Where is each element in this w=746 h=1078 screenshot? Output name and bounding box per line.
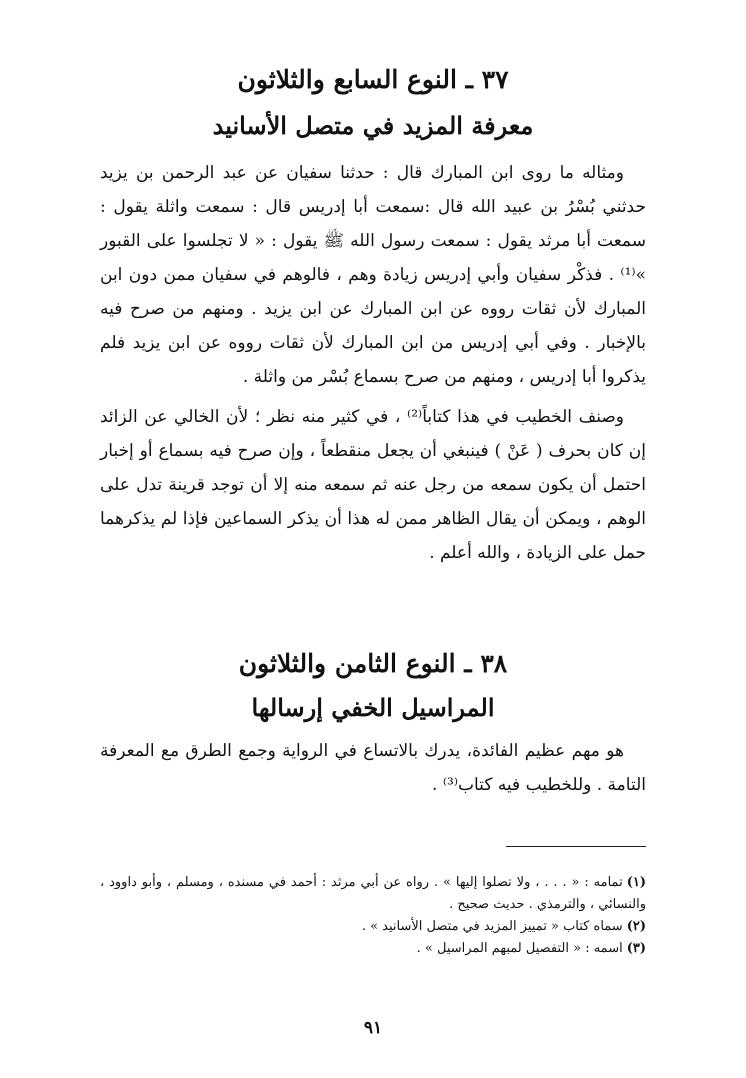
footnote-number: (١) (626, 875, 646, 890)
footnote-text: سماه كتاب « تمييز المزيد في متصل الأسانيد » . (361, 919, 623, 934)
footnote-number: (٣) (626, 941, 646, 956)
footnotes (100, 872, 646, 960)
section-38 (100, 644, 646, 802)
section-37-heading: ٣٧ ـ النوع السابع والثلاثون (237, 65, 509, 94)
footnote-3 (100, 938, 646, 960)
footnote-divider (506, 846, 646, 847)
page-number: ٩١ (363, 1018, 383, 1038)
section-37-body (100, 156, 646, 570)
section-38-heading: ٣٨ ـ النوع الثامن والثلاثون (238, 649, 508, 678)
section-37-paragraph-1: ومثاله ما روى ابن المبارك قال : حدثنا سفيان عن عبد الرحمن بن يزيد حدثني بُسْرُ بن عبيد الله قال :سمعت أبا إدريس قال : سمعت واثلة يقول : سمعت أبا مرثد يقول : سمعت رسول الله ﷺ يقول : « لا تجلسوا على القبور »⁽¹⁾ . فذكْر سفيان وأبي إدريس زيادة وهم ، فالوهم في سفيان ممن دون ابن المبارك لأن ثقات رووه عن ابن المبارك عن ابن يزيد . ومنهم من صرح فيه بالإخبار . وفي أبي إدريس من ابن المبارك لأن ثقات رووه عن ابن يزيد فلم يذكروا أبا إدريس ، ومنهم من صرح بسماع بُسْر من واثلة . (100, 163, 646, 387)
section-38-paragraph: هو مهم عظيم الفائدة، يدرك بالاتساع في الرواية وجمع الطرق مع المعرفة التامة . وللخطيب فيه كتاب⁽³⁾ . (100, 741, 646, 795)
section-37 (100, 60, 646, 570)
section-38-subheading: المراسيل الخفي إرسالها (251, 693, 495, 722)
footnote-2 (100, 916, 646, 938)
section-38-body (100, 734, 646, 802)
footnote-text: اسمه : « التفصيل لمبهم المراسيل » . (416, 941, 623, 956)
footnote-1 (100, 872, 646, 916)
footnote-number: (٢) (626, 919, 646, 934)
section-37-paragraph-2: وصنف الخطيب في هذا كتاباً⁽²⁾ ، في كثير منه نظر ؛ لأن الخالي عن الزائد إن كان بحرف ( عَنْ ) فينبغي أن يجعل منقطعاً ، وإن صرح فيه بسماع أو إخبار احتمل أن يكون سمعه من رجل عنه ثم سمعه منه إلا أن توجد قرينة تدل على الوهم ، ويمكن أن يقال الظاهر ممن له هذا أن يذكر السماعين فإذا لم يذكرهما حمل على الزيادة ، والله أعلم . (100, 407, 646, 563)
section-37-subheading: معرفة المزيد في متصل الأسانيد (212, 111, 534, 140)
footnote-text: تمامه : « . . . ، ولا تصلوا إليها » . رواه عن أبي مرثد : أحمد في مسنده ، ومسلم ، وأبو داوود ، والنسائي ، والترمذي . حديث صحيح . (100, 875, 646, 912)
